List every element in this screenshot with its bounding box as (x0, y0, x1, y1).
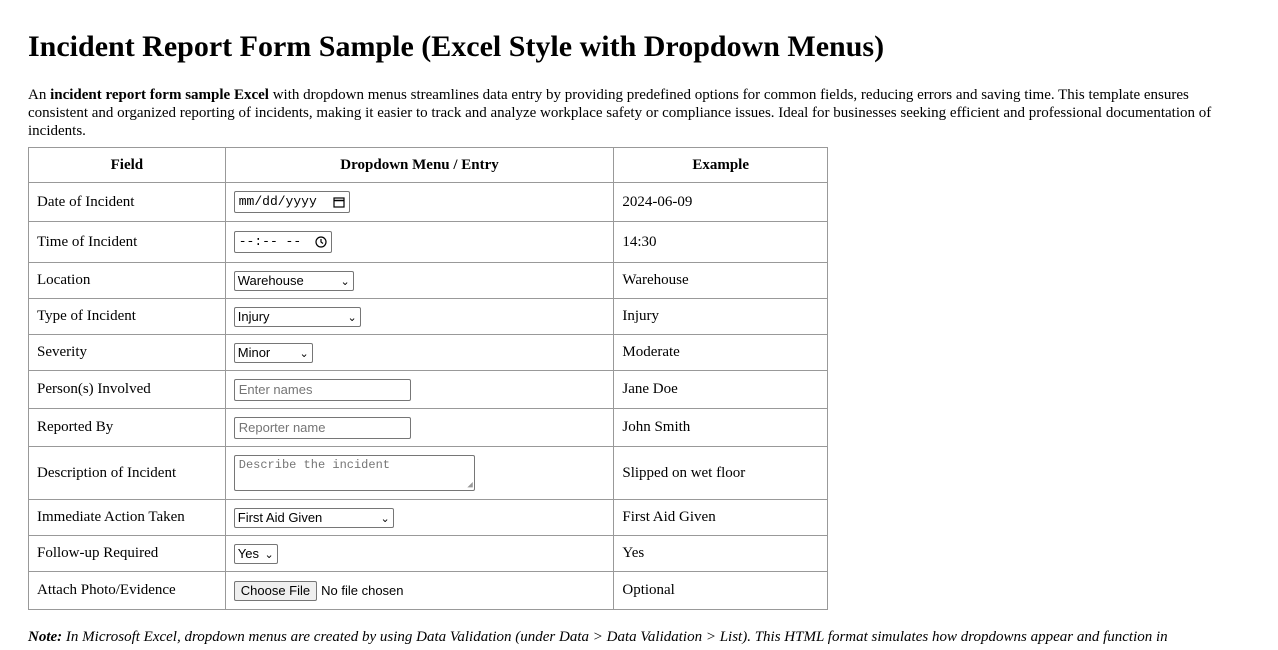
clock-icon[interactable] (315, 236, 327, 248)
example-cell: Injury (614, 299, 828, 335)
example-cell: First Aid Given (614, 500, 828, 536)
field-label: Description of Incident (29, 447, 226, 500)
entry-cell (225, 536, 614, 572)
date-input-placeholder: mm/dd/yyyy (238, 194, 317, 209)
incident-type-select[interactable] (234, 307, 361, 327)
intro-bold: incident report form sample Excel (50, 87, 269, 103)
field-label: Type of Incident (29, 299, 226, 335)
entry-cell (225, 572, 614, 610)
table-row (29, 222, 828, 263)
example-cell: Slipped on wet floor (614, 447, 828, 500)
field-label: Time of Incident (29, 222, 226, 263)
location-select-value: Warehouse (237, 272, 304, 288)
field-label: Date of Incident (29, 183, 226, 222)
note-paragraph (28, 629, 1250, 646)
intro-paragraph (28, 86, 1243, 140)
table-row (29, 536, 828, 572)
persons-involved-input[interactable]: Enter names (234, 379, 411, 401)
table-row (29, 409, 828, 447)
example-cell: Jane Doe (614, 371, 828, 409)
chevron-down-icon: ⌄ (340, 275, 350, 288)
header-example: Example (614, 148, 828, 183)
table-header-row (29, 148, 828, 183)
location-select[interactable] (234, 271, 354, 291)
entry-cell (225, 183, 614, 222)
resize-grip-icon[interactable]: ◢ (467, 480, 473, 490)
follow-up-select[interactable] (234, 544, 278, 564)
date-input[interactable] (234, 191, 350, 213)
table-row (29, 500, 828, 536)
table-row (29, 335, 828, 371)
file-status: No file chosen (321, 583, 404, 598)
field-label: Severity (29, 335, 226, 371)
immediate-action-select-value: First Aid Given (237, 509, 323, 525)
chevron-down-icon: ⌄ (380, 512, 390, 525)
entry-cell (225, 299, 614, 335)
chevron-down-icon: ⌄ (347, 311, 357, 324)
time-input[interactable] (234, 231, 332, 253)
example-cell: Yes (614, 536, 828, 572)
chevron-down-icon: ⌄ (264, 548, 274, 561)
description-textarea[interactable] (234, 455, 475, 491)
calendar-icon[interactable] (333, 196, 345, 208)
severity-select[interactable] (234, 343, 313, 363)
field-label: Follow-up Required (29, 536, 226, 572)
entry-cell (225, 222, 614, 263)
table-row (29, 299, 828, 335)
entry-cell (225, 263, 614, 299)
field-label: Immediate Action Taken (29, 500, 226, 536)
table-row (29, 183, 828, 222)
example-cell: Optional (614, 572, 828, 610)
field-label: Attach Photo/Evidence (29, 572, 226, 610)
severity-select-value: Minor (237, 344, 271, 360)
field-label: Person(s) Involved (29, 371, 226, 409)
chevron-down-icon: ⌄ (299, 347, 309, 360)
incident-type-select-value: Injury (237, 308, 270, 324)
entry-cell (225, 500, 614, 536)
example-cell: 14:30 (614, 222, 828, 263)
note-text: In Microsoft Excel, dropdown menus are created by using Data Validation (under Data > Data Validation > List). This HTML format simulates how dropdowns appear and function in (62, 629, 1168, 645)
header-entry: Dropdown Menu / Entry (225, 148, 614, 183)
header-field: Field (29, 148, 226, 183)
note-label: Note: (28, 629, 63, 645)
example-cell: Moderate (614, 335, 828, 371)
entry-cell (225, 447, 614, 500)
choose-file-button[interactable]: Choose File (234, 581, 317, 601)
intro-rest: with dropdown menus streamlines data entry by providing predefined options for common fields, reducing errors and saving time. This template ensures consistent and organized reporting of incidents, making it easier to track and analyze workplace safety or compliance issues. Ideal for businesses seeking efficient and professional documentation of incidents. (28, 87, 1212, 139)
description-placeholder: Describe the incident (238, 458, 390, 472)
time-input-placeholder: --:-- -- (238, 234, 302, 249)
follow-up-select-value: Yes (237, 545, 259, 561)
field-label: Location (29, 263, 226, 299)
table-row (29, 447, 828, 500)
entry-cell (225, 371, 614, 409)
page-title: Incident Report Form Sample (Excel Style with Dropdown Menus) (28, 30, 885, 63)
table-row (29, 263, 828, 299)
example-cell: 2024-06-09 (614, 183, 828, 222)
table-row (29, 371, 828, 409)
example-cell: John Smith (614, 409, 828, 447)
intro-prefix: An (28, 87, 51, 103)
example-cell: Warehouse (614, 263, 828, 299)
reported-by-input[interactable]: Reporter name (234, 417, 411, 439)
entry-cell (225, 335, 614, 371)
incident-form-table (28, 147, 828, 610)
field-label: Reported By (29, 409, 226, 447)
table-row (29, 572, 828, 610)
entry-cell (225, 409, 614, 447)
immediate-action-select[interactable] (234, 508, 394, 528)
